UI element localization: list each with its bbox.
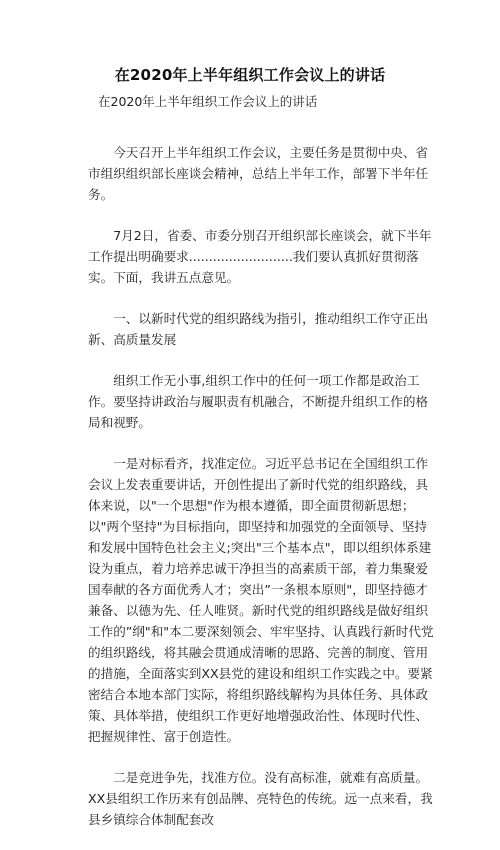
document-body <box>88 142 434 850</box>
document-subtitle: 在2020年上半年组织工作会议上的讲话 <box>98 94 318 109</box>
document-title: 在2020年上半年组织工作会议上的讲话 <box>114 66 386 84</box>
paragraph-politics: 组织工作无小事,组织工作中的任何一项工作都是政治工作。要坚持讲政治与履职责有机融合，不断提升组织工作的格局和视野。 <box>88 373 429 430</box>
paragraph-intro: 今天召开上半年组织工作会议，主要任务是贯彻中央、省市组织组织部长座谈会精神，总结上半年工作，部署下半年任务。 <box>88 145 429 202</box>
paragraph-point-one: 一是对标看齐，找准定位。习近平总书记在全国组织工作会议上发表重要讲话，开创性提出了新时代党的组织路线，具体来说，以"一个思想"作为根本遵循，即全面贯彻新思想；以"两个坚持"为目标指向，即坚持和加强党的全面领导、坚持和发展中国特色社会主义;突出"三个基本点"，即以组织体系建设为重点，着力培养忠诚干净担当的高素质干部，着力集聚爱国奉献的各方面优秀人才；突出”一条根本原则"，即坚持德才兼备、以德为先、任人唯贤。新时代党的组织路线是做好组织工作的”纲"和"本二要深刻领会、牢牢坚持、认真践行新时代党的组织路线，将其融会贯通成清晰的思路、完善的制度、管用的措施，全面落实到XX县党的建设和组织工作实践之中。要紧密结合本地本部门实际，将组织路线解构为具体任务、具体政策、具体举措，使组织工作更好地增强政治性、体现时代性、把握规律性、富于创造性。 <box>88 456 434 744</box>
paragraph-meeting: 7月2日，省委、市委分别召开组织部长座谈会，就下半年工作提出明确要求..........................我们要认真抓好贯彻落实。下面，我讲五点意见。 <box>88 228 432 285</box>
paragraph-point-two: 二是竞进争先，找准方位。没有高标准，就难有高质量。XX县组织工作历来有创品牌、亮特色的传统。远一点来看，我县乡镇综合体制配套改 <box>88 770 433 827</box>
section-heading-one: 一、以新时代党的组织路线为指引，推动组织工作守正出新、高质量发展 <box>88 311 429 347</box>
